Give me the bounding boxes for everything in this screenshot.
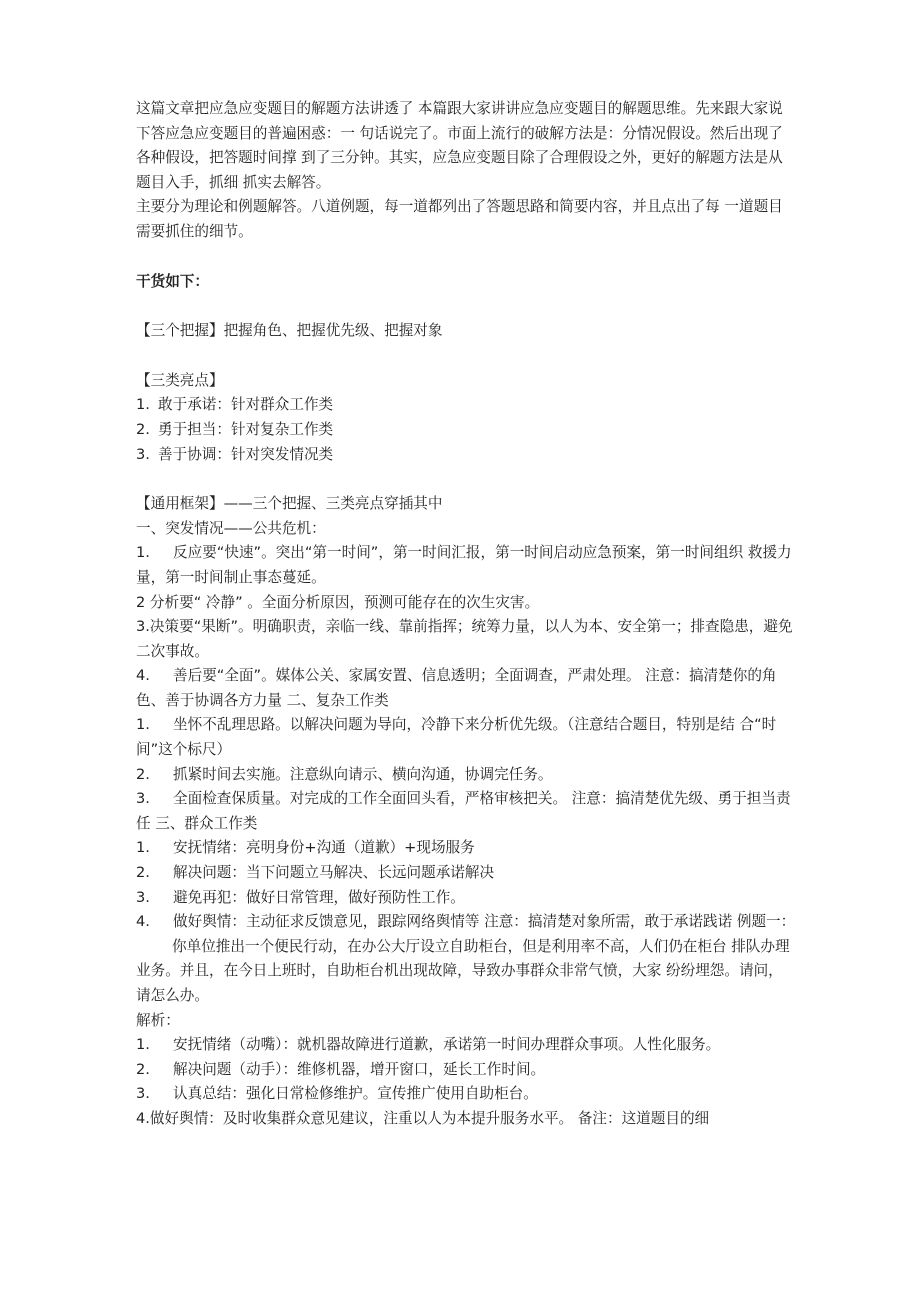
list-number: 1. — [136, 716, 150, 734]
spacer — [136, 467, 796, 492]
list-text: 坐怀不乱理思路。以解决问题为导向，冷静下来分析优先级。（注意结合题目，特别是结 合“时间”这个标尺） — [136, 716, 777, 759]
list-item — [136, 763, 796, 788]
list-text: 安抚情绪（动嘴）：就机器故障进行道歉，承诺第一时间办理群众事项。人性化服务。 — [173, 1036, 721, 1054]
list-number: 3. — [136, 1085, 150, 1103]
list-text: 3.决策要“果断”。明确职责，亲临一线、靠前指挥；统筹力量，以人为本、安全第一；排查隐患，避免二次事故。 — [136, 618, 793, 660]
list-number: 4. — [136, 667, 150, 685]
list-text: 勇于担当：针对复杂工作类 — [158, 420, 334, 438]
list-text: 全面检查保质量。对完成的工作全面回头看，严格审核把关。 注意：搞清楚优先级、勇于担当责任 三、群众工作类 — [136, 790, 791, 832]
list-text: 4.做好舆情：及时收集群众意见建议，注重以人为本提升服务水平。 备注：这道题目的细 — [136, 1109, 710, 1127]
section-1-title: 一、突发情况——公共危机： — [136, 519, 326, 537]
list-text: 抓紧时间去实施。注意纵向请示、横向沟通，协调完任务。 — [173, 765, 553, 783]
list-item — [136, 787, 796, 836]
three-highlights-title: 【三类亮点】 — [136, 371, 224, 389]
three-grasps-line: 【三个把握】把握角色、把握优先级、把握对象 — [136, 322, 443, 340]
list-number: 2. — [136, 864, 150, 882]
list-item — [136, 615, 796, 664]
list-item — [136, 713, 796, 762]
spacer — [136, 245, 796, 270]
list-number: 1. — [136, 839, 150, 857]
intro-paragraph-1: 这篇文章把应急应变题目的解题方法讲透了 本篇跟大家讲讲应急应变题目的解题思维。先来跟大家说下答应急应变题目的普遍困惑：一 句话说完了。市面上流行的破解方法是：分情况假设。然后出现了各种假设，把答题时间撑 到了三分钟。其实，应急应变题目除了合理假设之外，更好的解题方法是从题目入手，抓细 抓实去解答。 — [136, 100, 783, 191]
spacer — [136, 344, 796, 369]
list-text: 善后要“全面”。媒体公关、家属安置、信息透明；全面调查，严肃处理。 注意：搞清楚你的角色、善于协调各方力量 二、复杂工作类 — [136, 667, 777, 709]
list-text: 解决问题：当下问题立马解决、长远问题承诺解决 — [173, 864, 495, 882]
list-number: 2. — [136, 420, 150, 438]
list-text: 避免再犯：做好日常管理，做好预防性工作。 — [173, 888, 465, 906]
list-text: 认真总结：强化日常检修维护。宣传推广使用自助柜台。 — [173, 1085, 538, 1103]
list-item — [136, 418, 796, 443]
list-item — [136, 861, 796, 886]
list-item — [136, 443, 796, 468]
list-number: 3. — [136, 445, 150, 463]
list-text: 2 分析要“ 冷静” 。全面分析原因，预测可能存在的次生灾害。 — [136, 593, 540, 611]
list-number: 2. — [136, 765, 150, 783]
list-number: 2. — [136, 1060, 150, 1078]
list-item — [136, 836, 796, 861]
list-item — [136, 910, 796, 935]
list-number: 1. — [136, 396, 150, 414]
list-text: 善于协调：针对突发情况类 — [158, 445, 334, 463]
list-text: 解决问题（动手）：维修机器，增开窗口，延长工作时间。 — [173, 1060, 546, 1078]
list-item — [136, 1107, 796, 1132]
list-number: 3. — [136, 888, 150, 906]
list-text: 安抚情绪：亮明身份+沟通（道歉）+现场服务 — [173, 839, 475, 857]
section-heading: 干货如下： — [136, 272, 209, 290]
list-item — [136, 541, 796, 590]
list-item — [136, 591, 796, 616]
intro-paragraph-2: 主要分为理论和例题解答。八道例题，每一道都列出了答题思路和简要内容，并且点出了每 一道题目需要抓住的细节。 — [136, 198, 783, 240]
list-item — [136, 1058, 796, 1083]
framework-title: 【通用框架】——三个把握、三类亮点穿插其中 — [136, 495, 443, 513]
list-text: 做好舆情：主动征求反馈意见，跟踪网络舆情等 注意：搞清楚对象所需，敢于承诺践诺 例题一： — [173, 913, 796, 931]
document-page — [136, 97, 796, 1132]
list-number: 1. — [136, 1036, 150, 1054]
list-item — [136, 1033, 796, 1058]
list-text: 敢于承诺：针对群众工作类 — [158, 396, 334, 414]
list-item — [136, 1082, 796, 1107]
list-number: 3. — [136, 790, 150, 808]
spacer — [136, 294, 796, 319]
list-item — [136, 393, 796, 418]
list-text: 反应要“快速”。突出“第一时间”，第一时间汇报，第一时间启动应急预案，第一时间组织 救援力量，第一时间制止事态蔓延。 — [136, 544, 792, 586]
list-number: 4. — [136, 913, 150, 931]
analysis-label: 解析： — [136, 1011, 180, 1029]
list-item — [136, 664, 796, 713]
example-question: 你单位推出一个便民行动，在办公大厅设立自助柜台，但是利用率不高，人们仍在柜台 排队办理业务。并且，在今日上班时，自助柜台机出现故障，导致办事群众非常气愤，大家 纷纷埋怨。请问，请怎么办。 — [136, 937, 790, 1004]
list-item — [136, 886, 796, 911]
list-number: 1. — [136, 544, 150, 562]
